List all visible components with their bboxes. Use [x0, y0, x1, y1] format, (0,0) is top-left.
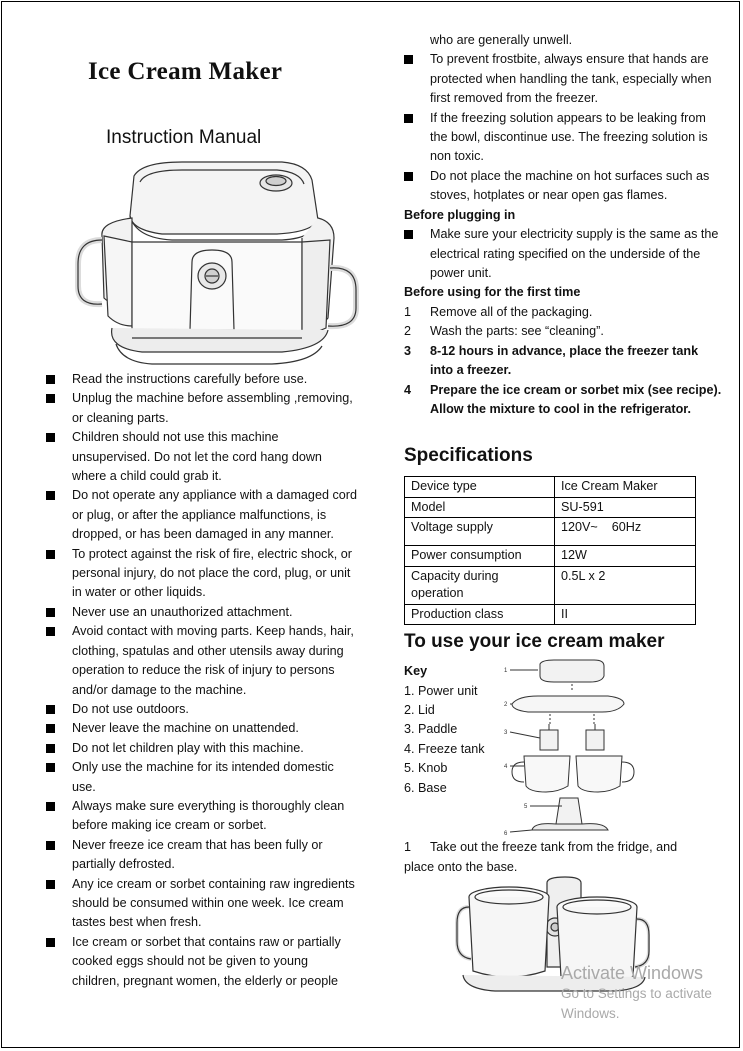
first-time-step [404, 381, 722, 420]
spec-label: Voltage supply [405, 518, 555, 546]
safety-item: To protect against the risk of fire, electric shock, or personal injury, do not place the cord, plug, or unit in water or other liquids. [46, 545, 358, 603]
spec-value: 0.5L x 2 [555, 566, 696, 604]
safety-item: If the freezing solution appears to be leaking from the bowl, discontinue use. The freezing solution is non toxic. [404, 109, 722, 167]
step-text: Prepare the ice cream or sorbet mix (see recipe). Allow the mixture to cool in the refrigerator. [430, 382, 722, 417]
spec-value: II [555, 604, 696, 625]
table-row [405, 477, 696, 498]
step-number: 4 [404, 382, 412, 397]
first-time-step [404, 342, 722, 381]
key-item: 2. Lid [404, 703, 435, 717]
step-text: Take out the freeze tank from the fridge, and place onto the base. [404, 840, 678, 874]
safety-item: Do not operate any appliance with a damaged cord or plug, or after the appliance malfunctions, is dropped, or has been damaged in any manner. [46, 486, 358, 544]
first-time-step [404, 303, 722, 322]
first-time-steps [404, 303, 722, 419]
step-text: 8-12 hours in advance, place the freezer tank into a freezer. [430, 343, 699, 378]
step-number: 2 [404, 324, 412, 339]
step-number: 1 [404, 305, 412, 320]
table-row [405, 604, 696, 625]
safety-item: Avoid contact with moving parts. Keep hands, hair, clothing, spatulas and other utensils away during operation to reduce the risk of injury to persons and/or damage to the machine. [46, 622, 358, 700]
specifications-heading: Specifications [404, 445, 533, 466]
diagram-number: 1 [504, 668, 508, 674]
safety-instructions-right [404, 31, 722, 420]
usage-step-1 [404, 838, 704, 877]
spec-value: Ice Cream Maker [555, 477, 696, 498]
document-title: Ice Cream Maker [88, 58, 283, 85]
plugging-item: Make sure your electricity supply is the same as the electrical rating specified on the underside of the power unit. [404, 225, 722, 283]
spec-label: Device type [405, 477, 555, 498]
key-item: 6. Base [404, 780, 447, 795]
diagram-number: 4 [504, 764, 508, 770]
spec-label: Power consumption [405, 546, 555, 567]
table-row [405, 497, 696, 518]
watermark-title: Activate Windows [561, 963, 704, 983]
safety-item: Never use an unauthorized attachment. [46, 603, 358, 622]
spec-label: Production class [405, 604, 555, 625]
spec-value: 12W [555, 546, 696, 567]
safety-instructions-left [46, 370, 358, 991]
safety-item: Do not use outdoors. [46, 700, 358, 719]
safety-item: Unplug the machine before assembling ,removing, or cleaning parts. [46, 389, 358, 428]
spec-value: 120V~ 60Hz [555, 518, 696, 546]
key-item: 1. Power unit [404, 683, 478, 698]
before-plugging-heading: Before plugging in [404, 207, 516, 222]
table-row [405, 546, 696, 567]
diagram-number: 5 [524, 804, 528, 810]
safety-item: Only use the machine for its intended domestic use. [46, 758, 358, 797]
safety-item: Never leave the machine on unattended. [46, 719, 358, 738]
key-item: 4. Freeze tank [404, 741, 485, 756]
key-title: Key [404, 664, 428, 678]
watermark-subtitle: Go to Settings to activate Windows. [561, 986, 712, 1021]
parts-key [404, 662, 504, 798]
spec-label: Capacity during operation [405, 566, 555, 604]
table-row [405, 518, 696, 546]
safety-item: Do not place the machine on hot surfaces such as stoves, hotplates or near open gas flames. [404, 167, 722, 206]
safety-item: Ice cream or sorbet that contains raw or partially cooked eggs should not be given to young children, pregnant women, the elderly or people [46, 933, 358, 991]
first-time-heading: Before using for the first time [404, 285, 581, 300]
step-number: 3 [404, 343, 412, 358]
key-item: 5. Knob [404, 761, 448, 776]
safety-item: Read the instructions carefully before use. [46, 370, 358, 389]
diagram-number: 2 [504, 702, 508, 708]
step-number: 1 [404, 840, 412, 854]
spec-value: SU-591 [555, 497, 696, 518]
diagram-number: 6 [504, 831, 508, 837]
document-subtitle: Instruction Manual [106, 127, 262, 148]
safety-item: Never freeze ice cream that has been fully or partially defrosted. [46, 836, 358, 875]
specifications-table [404, 476, 696, 625]
activate-windows-watermark [561, 962, 741, 1024]
step-text: Remove all of the packaging. [430, 305, 593, 320]
safety-item: To prevent frostbite, always ensure that hands are protected when handling the tank, especially when first removed from the freezer. [404, 50, 722, 108]
spec-label: Model [405, 497, 555, 518]
key-item: 3. Paddle [404, 722, 458, 737]
usage-heading: To use your ice cream maker [404, 631, 665, 652]
ice-cream-maker-illustration [72, 158, 362, 368]
diagram-number: 3 [504, 730, 508, 736]
safety-item: Always make sure everything is thoroughly clean before making ice cream or sorbet. [46, 797, 358, 836]
exploded-parts-diagram [498, 658, 638, 840]
first-time-step [404, 322, 722, 341]
safety-item: Any ice cream or sorbet containing raw ingredients should be consumed within one week. Ice cream tastes best when fresh. [46, 875, 358, 933]
safety-item: Children should not use this machine unsupervised. Do not let the cord hang down where a child could grab it. [46, 428, 358, 486]
safety-continuation: who are generally unwell. [430, 33, 573, 47]
safety-item: Do not let children play with this machine. [46, 739, 358, 758]
step-text: Wash the parts: see “cleaning”. [430, 324, 604, 339]
table-row [405, 566, 696, 604]
